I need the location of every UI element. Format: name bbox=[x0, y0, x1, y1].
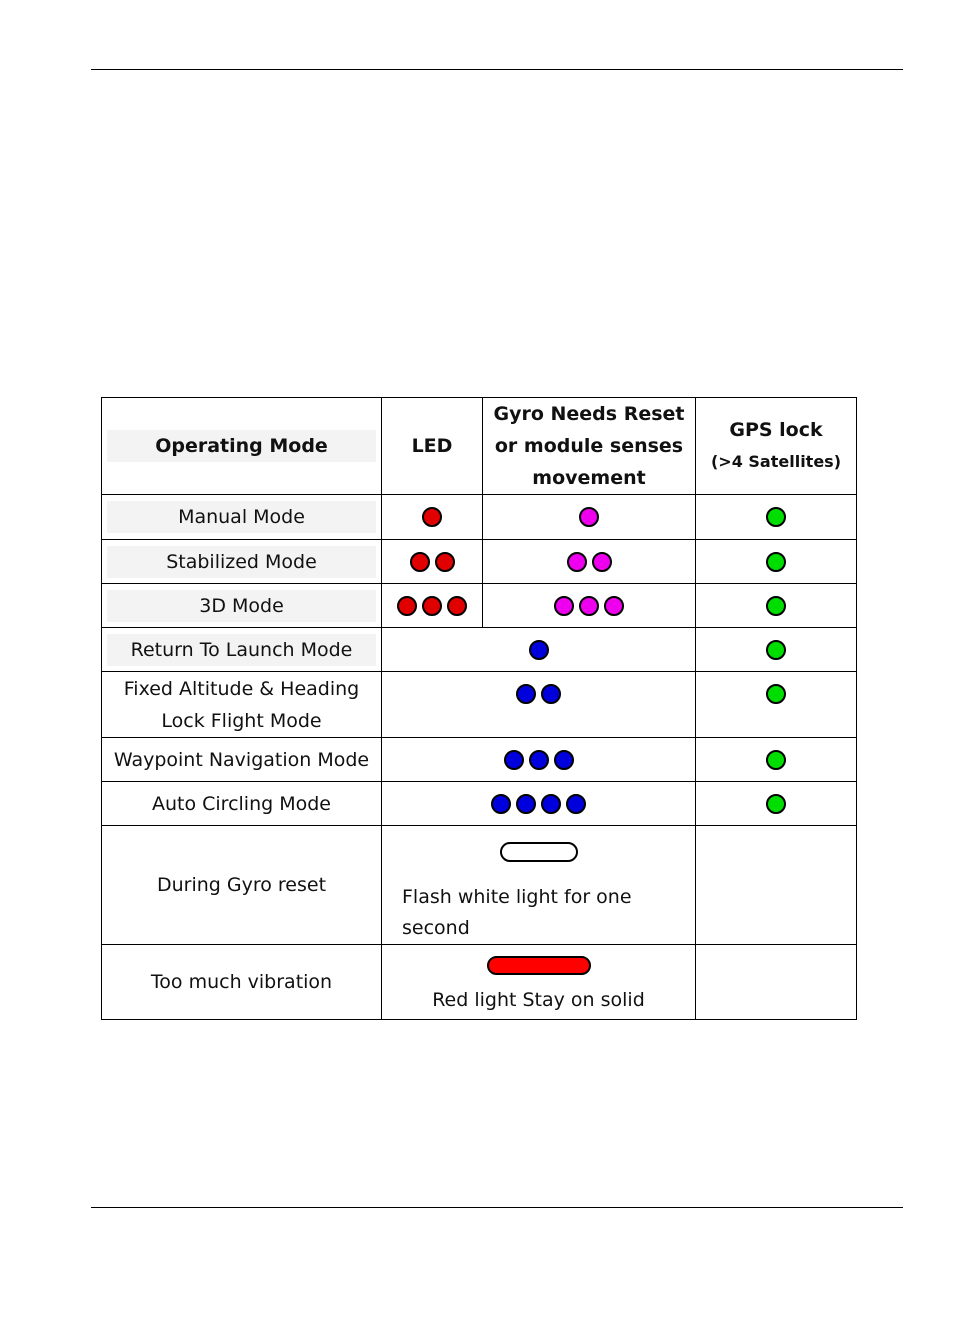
header-led: LED bbox=[382, 398, 483, 495]
mode-label: Auto Circling Mode bbox=[151, 792, 331, 815]
mode-cell bbox=[102, 495, 382, 540]
led-cell bbox=[382, 628, 696, 672]
green-led-dots bbox=[696, 552, 856, 572]
blue-led-dot bbox=[504, 750, 524, 770]
mode-cell bbox=[102, 782, 382, 826]
mode-cell bbox=[102, 738, 382, 782]
green-led-dots bbox=[696, 507, 856, 527]
gps-cell bbox=[696, 738, 857, 782]
green-led-dot bbox=[766, 750, 786, 770]
led-cell bbox=[382, 945, 696, 1020]
green-led-dot bbox=[766, 552, 786, 572]
blue-led-dot bbox=[529, 640, 549, 660]
mode-label: 3D Mode bbox=[107, 590, 376, 622]
led-cell bbox=[382, 495, 483, 540]
header-gyro-line3: movement bbox=[532, 467, 646, 489]
mode-label: During Gyro reset bbox=[156, 874, 327, 896]
gps-cell bbox=[696, 672, 857, 738]
blue-led-dots bbox=[382, 640, 695, 660]
blue-led-dots bbox=[382, 684, 695, 704]
green-led-dot bbox=[766, 794, 786, 814]
gps-cell bbox=[696, 945, 857, 1020]
mode-label: Too much vibration bbox=[150, 971, 333, 993]
green-led-dot bbox=[766, 507, 786, 527]
magenta-led-dots bbox=[483, 552, 695, 572]
blue-led-dot bbox=[516, 794, 536, 814]
led-cell bbox=[382, 584, 483, 628]
magenta-led-dot bbox=[579, 596, 599, 616]
magenta-led-dot bbox=[604, 596, 624, 616]
header-gyro-line1: Gyro Needs Reset bbox=[493, 403, 685, 425]
table-row bbox=[102, 672, 857, 738]
blue-led-dot bbox=[491, 794, 511, 814]
table-row bbox=[102, 540, 857, 584]
header-gyro-line2: or module senses bbox=[494, 435, 684, 457]
gps-cell bbox=[696, 584, 857, 628]
magenta-led-dot bbox=[554, 596, 574, 616]
table-row bbox=[102, 945, 857, 1020]
led-cell bbox=[382, 540, 483, 584]
blue-led-dot bbox=[541, 684, 561, 704]
red-led-dots bbox=[382, 507, 482, 527]
magenta-led-dot bbox=[579, 507, 599, 527]
header-gps bbox=[696, 398, 857, 495]
table-row bbox=[102, 584, 857, 628]
mode-label: Waypoint Navigation Mode bbox=[113, 748, 370, 771]
gyro-reset-note-line1: Flash white light for one bbox=[402, 886, 632, 908]
led-status-table bbox=[101, 397, 857, 1020]
mode-cell bbox=[102, 628, 382, 672]
mode-label-line1: Fixed Altitude & Heading bbox=[123, 677, 360, 700]
mode-label: Stabilized Mode bbox=[107, 546, 376, 578]
mode-cell bbox=[102, 540, 382, 584]
gps-cell bbox=[696, 540, 857, 584]
table-row bbox=[102, 628, 857, 672]
red-led-dots bbox=[382, 552, 482, 572]
gyro-cell bbox=[483, 495, 696, 540]
mode-label: Return To Launch Mode bbox=[107, 634, 376, 666]
table-row bbox=[102, 738, 857, 782]
gps-cell bbox=[696, 826, 857, 945]
footer-rule bbox=[91, 1207, 903, 1208]
header-gyro bbox=[483, 398, 696, 495]
gps-cell bbox=[696, 782, 857, 826]
blue-led-dot bbox=[566, 794, 586, 814]
red-led-bar bbox=[487, 956, 591, 975]
mode-label-line2: Lock Flight Mode bbox=[161, 709, 322, 732]
header-gps-line1: GPS lock bbox=[729, 419, 823, 441]
table-header-row bbox=[102, 398, 857, 495]
gyro-reset-note-line2: second bbox=[402, 917, 470, 939]
gps-cell bbox=[696, 628, 857, 672]
mode-cell bbox=[102, 584, 382, 628]
red-led-dot bbox=[447, 596, 467, 616]
led-cell bbox=[382, 672, 696, 738]
magenta-led-dot bbox=[592, 552, 612, 572]
header-gps-line2: (>4 Satellites) bbox=[710, 452, 842, 471]
mode-cell bbox=[102, 826, 382, 945]
red-led-dots bbox=[382, 596, 482, 616]
gyro-cell bbox=[483, 584, 696, 628]
red-led-dot bbox=[435, 552, 455, 572]
green-led-dot bbox=[766, 596, 786, 616]
header-rule bbox=[91, 69, 903, 70]
table-row bbox=[102, 782, 857, 826]
red-led-dot bbox=[422, 596, 442, 616]
gyro-cell bbox=[483, 540, 696, 584]
green-led-dots bbox=[696, 640, 856, 660]
red-led-dot bbox=[422, 507, 442, 527]
magenta-led-dots bbox=[483, 596, 695, 616]
mode-cell bbox=[102, 945, 382, 1020]
red-led-dot bbox=[397, 596, 417, 616]
table-row bbox=[102, 495, 857, 540]
blue-led-dots bbox=[382, 794, 695, 814]
table-row bbox=[102, 826, 857, 945]
green-led-dots bbox=[696, 750, 856, 770]
green-led-dots bbox=[696, 596, 856, 616]
blue-led-dot bbox=[541, 794, 561, 814]
green-led-dot bbox=[766, 684, 786, 704]
blue-led-dot bbox=[529, 750, 549, 770]
green-led-dots bbox=[696, 794, 856, 814]
led-cell bbox=[382, 826, 696, 945]
gps-cell bbox=[696, 495, 857, 540]
green-led-dot bbox=[766, 640, 786, 660]
mode-label: Manual Mode bbox=[107, 501, 376, 533]
magenta-led-dot bbox=[567, 552, 587, 572]
blue-led-dots bbox=[382, 750, 695, 770]
header-mode-label: Operating Mode bbox=[155, 435, 328, 457]
blue-led-dot bbox=[516, 684, 536, 704]
header-operating-mode bbox=[102, 398, 382, 495]
mode-cell bbox=[102, 672, 382, 738]
white-led-bar bbox=[500, 842, 578, 862]
vibration-note: Red light Stay on solid bbox=[432, 989, 645, 1011]
led-cell bbox=[382, 738, 696, 782]
green-led-dots bbox=[696, 684, 856, 704]
blue-led-dot bbox=[554, 750, 574, 770]
magenta-led-dots bbox=[483, 507, 695, 527]
led-cell bbox=[382, 782, 696, 826]
red-led-dot bbox=[410, 552, 430, 572]
